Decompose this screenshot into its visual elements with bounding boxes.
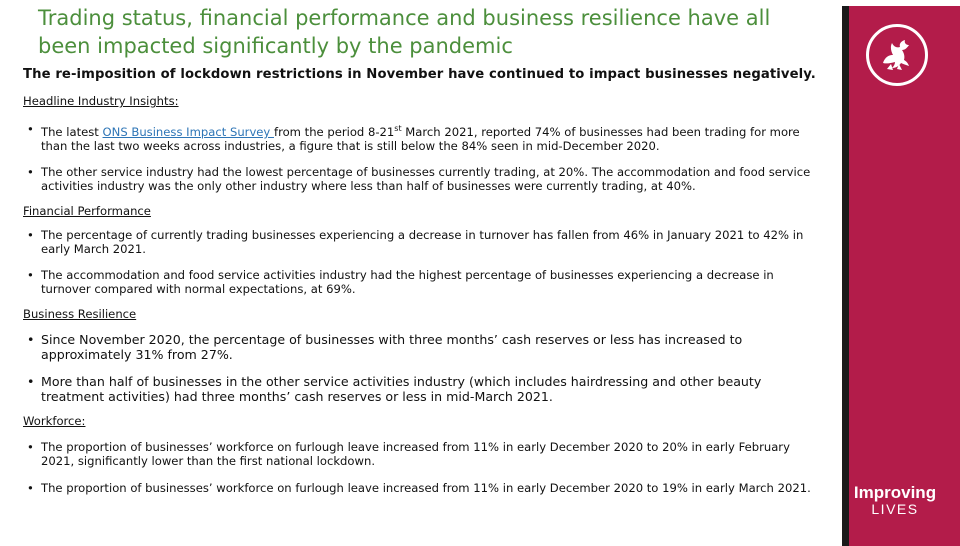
- brand-sidebar: [849, 6, 960, 546]
- content-body: [23, 94, 823, 495]
- bullet-list-insights: [23, 122, 823, 194]
- list-item: • The accommodation and food service activities industry had the highest percentage of businesses experiencing a decrease in turnover compared with normal expectations, at 69%.: [27, 267, 774, 297]
- section-heading-resilience: Business Resilience: [23, 306, 137, 321]
- ons-survey-link[interactable]: ONS Business Impact Survey: [102, 124, 274, 139]
- list-item: • More than half of businesses in the other service activities industry (which includes hairdressing and other beauty treatment activities) had three months’ cash reserves or less in mid-March 2021.: [27, 373, 762, 404]
- bullet-icon: •: [27, 439, 34, 454]
- list-item: • The proportion of businesses’ workforce on furlough leave increased from 11% in early December 2020 to 20% in early February 2021, significantly lower than the first national lockdown.: [27, 439, 790, 469]
- bullet-icon: •: [27, 122, 34, 136]
- section-heading-financial: Financial Performance: [23, 203, 151, 218]
- improving-lives-logo: [850, 484, 940, 516]
- list-item: • The other service industry had the lowest percentage of businesses currently trading, at 20%. The accommodation and food service activities industry was the only other industry where less than half of businesses were currently trading, at 40%.: [27, 164, 811, 194]
- bullet-list-financial: [23, 228, 823, 297]
- brand-line-1: Improving: [853, 483, 937, 502]
- brand-line-2: LIVES: [871, 501, 919, 517]
- dragon-glyph: [875, 33, 919, 77]
- list-item: • Since November 2020, the percentage of businesses with three months’ cash reserves or less has increased to approximately 31% from 27%.: [27, 331, 743, 362]
- welsh-dragon-icon: [866, 24, 928, 86]
- list-item: • The proportion of businesses’ workforce on furlough leave increased from 11% in early December 2020 to 19% in early March 2021.: [27, 480, 811, 495]
- bullet-icon: •: [27, 227, 34, 242]
- bullet-icon: •: [27, 267, 34, 282]
- bullet-icon: •: [27, 164, 34, 179]
- bullet-icon: •: [27, 373, 35, 389]
- list-item: • The percentage of currently trading businesses experiencing a decrease in turnover has fallen from 46% in January 2021 to 42% in early March 2021.: [27, 227, 804, 257]
- bullet-icon: •: [27, 480, 34, 495]
- lead-statement: The re-imposition of lockdown restrictions in November have continued to impact businesses negatively.: [23, 67, 816, 82]
- section-heading-insights: Headline Industry Insights:: [23, 94, 179, 108]
- bullet-list-workforce: [23, 440, 823, 496]
- bullet-icon: •: [27, 331, 35, 347]
- bullet-list-resilience: [23, 332, 823, 404]
- list-item: • The latest ONS Business Impact Survey from the period 8-21st March 2021, reported 74% of businesses had been trading for more than the last two weeks across industries, a figure that is still below the 84% seen in mid-December 2020.: [27, 122, 800, 154]
- section-heading-workforce: Workforce:: [23, 413, 86, 428]
- page-title: Trading status, financial performance and business resilience have all been impacted significantly by the pandemic: [38, 6, 771, 58]
